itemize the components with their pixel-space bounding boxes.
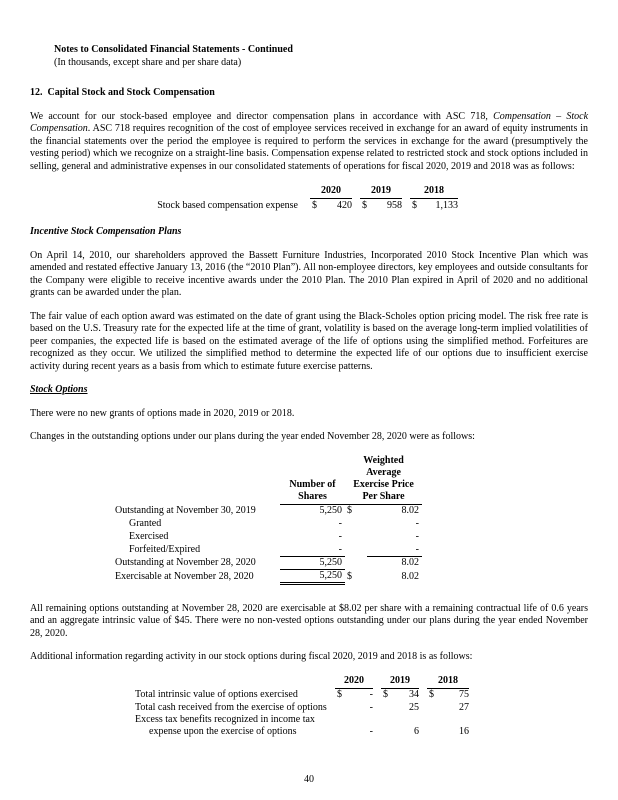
table-row (115, 569, 422, 583)
intro-paragraph (30, 111, 588, 174)
document-header (54, 44, 588, 69)
shares-value: - (280, 543, 345, 556)
post-options-paragraph-2: Additional information regarding activity in our stock options during fiscal 2020, 2019 and 2018 is as follows: (30, 651, 473, 662)
stock-options-paragraph-2: Changes in the outstanding options under our plans during the year ended November 28, 2020 were as follows: (30, 431, 475, 442)
row-label: Total intrinsic value of options exercised (135, 689, 298, 700)
table-row (135, 714, 469, 738)
price-value: - (415, 531, 419, 542)
row-label-line-1: Excess tax benefits recognized in income tax (135, 714, 315, 725)
value-2020: 420 (337, 200, 352, 211)
row-label (135, 714, 335, 738)
dollar-sign: $ (347, 505, 352, 516)
header-line: Average (366, 466, 401, 478)
dollar-sign: $ (347, 571, 352, 582)
header-line: Shares (298, 490, 327, 502)
shares-value: 5,250 (280, 569, 345, 583)
price-value: - (415, 518, 419, 529)
header-line: Exercise Price (353, 478, 414, 490)
table-row (135, 688, 469, 701)
dollar-sign: $ (383, 689, 388, 700)
intro-text-pre: We account for our stock-based employee and director compensation plans in accordance with ASC 718, (30, 110, 494, 122)
doc-title: Notes to Consolidated Financial Statements - Continued (54, 44, 293, 55)
options-additional-info-table (135, 675, 469, 739)
year-header-2020: 2020 (335, 675, 373, 689)
year-header-2018: 2018 (427, 675, 469, 689)
table-row (115, 504, 422, 517)
row-label: Stock based compensation expense (157, 200, 298, 211)
compensation-expense-table (145, 184, 458, 212)
year-header-2020: 2020 (310, 184, 352, 198)
page-number: 40 (304, 773, 314, 785)
table-row (115, 543, 422, 556)
year-header-2019: 2019 (381, 675, 419, 689)
incentive-paragraph-2: The fair value of each option award was estimated on the date of grant using the Black-Scholes option pricing model. The risk free rate is based on the U.S. Treasury rate for the expected life at the time of grant, volatility is based on the average long-term implied volatilities of peer companies, the expected life is based on the estimated average of the life of options using the simplified method. Forfeitures are recognized as they occur. We utilized the simplified method to determine the expected life of our options due to insufficient exercise activity during recent years as a basis from which to estimate future exercise patterns. (30, 310, 588, 372)
value-2019: 958 (387, 200, 402, 211)
row-label-line-2: expense upon the exercise of options (149, 726, 297, 737)
value-2020: - (369, 702, 373, 713)
intro-text-post: . ASC 718 requires recognition of the cost of employee services received in exchange for an award of equity instruments in the financial statements over the period the employee is required to perform the services in exchange for the award (presumptively the vesting period) which we recognize on a straight-line basis. Compensation expense related to restricted stock and stock options included in selling, general and administrative expenses in our consolidated statements of operations for fiscal 2020, 2019 and 2018 was as follows: (30, 123, 588, 172)
table-row (135, 701, 469, 714)
row-label: Forfeited/Expired (129, 544, 201, 555)
post-options-paragraph-1: All remaining options outstanding at November 28, 2020 are exercisable at $8.02 per share with a remaining contractual life of 0.6 years and an aggregate intrinsic value of $45. There were no non-vested options outstanding under our plans during the year ended November 28, 2020. (30, 602, 588, 639)
header-line: Number of (289, 478, 336, 490)
value-2018: 27 (459, 702, 469, 713)
table-row (115, 556, 422, 569)
shares-value: - (338, 518, 342, 529)
intro-text-italic: Compensation – Stock Compensation (30, 110, 589, 134)
row-label: Outstanding at November 28, 2020 (115, 557, 256, 568)
price-value: 8.02 (401, 571, 419, 582)
dollar-sign: $ (337, 689, 342, 700)
doc-subtitle: (In thousands, except share and per share data) (54, 56, 242, 68)
year-header-2019: 2019 (360, 184, 402, 198)
dollar-sign: $ (429, 689, 434, 700)
value-2019: 6 (414, 726, 419, 737)
section-12-heading: 12. Capital Stock and Stock Compensation (30, 87, 215, 98)
incentive-paragraph-1: On April 14, 2010, our shareholders approved the Bassett Furniture Industries, Incorporated 2010 Stock Incentive Plan which was amended and restated effective January 13, 2016 (the “2010 Plan”). All non-employee directors, key employees and outside consultants for the Company were eligible to receive incentive awards under the 2010 Plan. The 2010 Plan expired in April of 2020 and no additional grants can be awarded under the plan. (30, 249, 588, 298)
price-value: - (367, 543, 422, 556)
value-2018: 16 (459, 726, 469, 737)
incentive-plans-heading: Incentive Stock Compensation Plans (30, 226, 182, 237)
weighted-average-price-header (345, 455, 422, 505)
header-line: Weighted (363, 454, 404, 466)
value-2019: 34 (409, 689, 419, 700)
price-value: 8.02 (401, 505, 419, 516)
dollar-sign: $ (312, 200, 317, 211)
stock-options-activity-table (115, 455, 422, 585)
shares-value: - (338, 531, 342, 542)
dollar-sign: $ (412, 200, 417, 211)
table-row (115, 530, 422, 543)
row-label: Exercisable at November 28, 2020 (115, 571, 254, 582)
shares-value: 5,250 (319, 505, 342, 516)
shares-value: 5,250 (280, 556, 345, 569)
stock-options-paragraph-1: There were no new grants of options made in 2020, 2019 or 2018. (30, 407, 295, 419)
table-header-row (145, 184, 458, 198)
table-header-row (135, 675, 469, 689)
value-2020: - (369, 726, 373, 737)
row-label: Exercised (129, 531, 169, 542)
number-of-shares-header (280, 455, 345, 505)
value-2018: 1,133 (435, 200, 458, 211)
value-2019: 25 (409, 702, 419, 713)
row-label: Outstanding at November 30, 2019 (115, 505, 256, 516)
value-2020: - (369, 689, 373, 700)
table-header-row (115, 455, 422, 505)
header-line: Per Share (362, 490, 405, 502)
stock-options-heading: Stock Options (30, 384, 88, 395)
price-value: 8.02 (401, 557, 419, 568)
table-row (145, 198, 458, 212)
table-row (115, 517, 422, 530)
year-header-2018: 2018 (410, 184, 458, 198)
row-label: Total cash received from the exercise of options (135, 702, 327, 713)
value-2018: 75 (459, 689, 469, 700)
dollar-sign: $ (362, 200, 367, 211)
row-label: Granted (129, 518, 162, 529)
